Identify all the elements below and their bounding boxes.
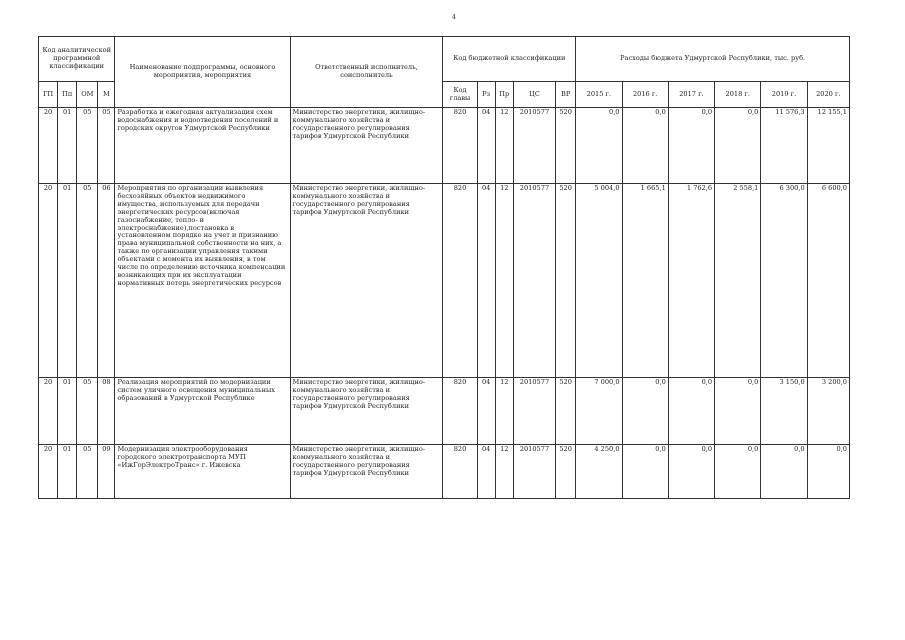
cell-2015: 0,0 (576, 108, 622, 184)
cell-2018: 0,0 (715, 445, 761, 499)
cell-m: 09 (98, 445, 115, 499)
cell-executor: Министерство энергетики, жилищно-коммунального хозяйства и государственного регулирования тарифов Удмуртской Республики (290, 184, 443, 378)
cell-2020: 12 155,1 (807, 108, 849, 184)
cell-name: Разработка и ежегодная актуализация схем водоснабжения и водоотведения поселений и городских округов Удмуртской Республики (115, 108, 290, 184)
page-number: 4 (452, 14, 456, 21)
header-rz: Рз (477, 82, 495, 108)
cell-rz: 04 (477, 184, 495, 378)
cell-kod-glavy: 820 (443, 378, 477, 445)
cell-gp: 20 (39, 108, 58, 184)
cell-om: 05 (77, 378, 98, 445)
cell-2020: 0,0 (807, 445, 849, 499)
cell-name: Мероприятия по организации выявления бесхозяйных объектов недвижимого имущества, используемых для передачи энергетических ресурсов(включая газоснабжение, тепло- и электроснабжение),постановка в установленном порядке на учет и признанию права муниципальной собственности на них, а также по организации управления такими объектами с момента их выявления, в том числе по определению источника компенсации возникающих при их эксплуатации нормативных потерь энергетических ресурсов (115, 184, 290, 378)
cell-pr: 12 (495, 445, 513, 499)
cell-name: Реализация мероприятий по модернизации систем уличного освещения муниципальных образований в Удмуртской Республике (115, 378, 290, 445)
header-budget-code: Код бюджетной классификации (443, 37, 576, 82)
cell-2015: 4 250,0 (576, 445, 622, 499)
cell-2019: 11 576,3 (761, 108, 807, 184)
cell-vr: 520 (556, 184, 576, 378)
cell-kod-glavy: 820 (443, 108, 477, 184)
cell-pp: 01 (58, 108, 77, 184)
cell-gp: 20 (39, 378, 58, 445)
cell-om: 05 (77, 184, 98, 378)
cell-pp: 01 (58, 378, 77, 445)
cell-m: 05 (98, 108, 115, 184)
cell-2017: 0,0 (668, 378, 714, 445)
header-kod-glavy: Код главы (443, 82, 477, 108)
table-row (39, 108, 850, 184)
header-name: Наименование подпрограммы, основного мероприятия, мероприятия (115, 37, 290, 108)
cell-vr: 520 (556, 445, 576, 499)
cell-cs: 2010577 (513, 378, 555, 445)
cell-2016: 1 665,1 (622, 184, 668, 378)
header-cs: ЦС (513, 82, 555, 108)
cell-om: 05 (77, 445, 98, 499)
cell-2017: 0,0 (668, 108, 714, 184)
cell-gp: 20 (39, 184, 58, 378)
cell-vr: 520 (556, 108, 576, 184)
cell-m: 06 (98, 184, 115, 378)
cell-rz: 04 (477, 378, 495, 445)
header-executor: Ответственный исполнитель, соисполнитель (290, 37, 443, 108)
table-row (39, 378, 850, 445)
cell-2015: 5 004,0 (576, 184, 622, 378)
header-year-2017: 2017 г. (668, 82, 714, 108)
header-year-2019: 2019 г. (761, 82, 807, 108)
header-year-2018: 2018 г. (715, 82, 761, 108)
header-om: ОМ (77, 82, 98, 108)
header-year-2020: 2020 г. (807, 82, 849, 108)
header-m: М (98, 82, 115, 108)
cell-rz: 04 (477, 108, 495, 184)
header-year-2015: 2015 г. (576, 82, 622, 108)
cell-kod-glavy: 820 (443, 184, 477, 378)
cell-executor: Министерство энергетики, жилищно-коммунального хозяйства и государственного регулирования тарифов Удмуртской Республики (290, 378, 443, 445)
header-year-2016: 2016 г. (622, 82, 668, 108)
header-code: Код аналитической программной классификации (39, 37, 115, 82)
cell-2016: 0,0 (622, 378, 668, 445)
cell-pr: 12 (495, 378, 513, 445)
cell-2016: 0,0 (622, 445, 668, 499)
cell-cs: 2010577 (513, 445, 555, 499)
header-row-top (39, 37, 850, 82)
cell-om: 05 (77, 108, 98, 184)
cell-2018: 0,0 (715, 108, 761, 184)
cell-2017: 1 762,6 (668, 184, 714, 378)
cell-2019: 3 150,0 (761, 378, 807, 445)
header-vr: ВР (556, 82, 576, 108)
cell-2019: 0,0 (761, 445, 807, 499)
cell-2020: 3 200,0 (807, 378, 849, 445)
cell-pr: 12 (495, 184, 513, 378)
budget-table (38, 36, 850, 499)
cell-name: Модернизация электрооборудования городского электротранспорта МУП «ИжГорЭлектроТранс» г. Ижевска (115, 445, 290, 499)
cell-executor: Министерство энергетики, жилищно-коммунального хозяйства и государственного регулирования тарифов Удмуртской Республики (290, 445, 443, 499)
table-row (39, 184, 850, 378)
cell-pp: 01 (58, 184, 77, 378)
cell-2015: 7 000,0 (576, 378, 622, 445)
cell-kod-glavy: 820 (443, 445, 477, 499)
cell-m: 08 (98, 378, 115, 445)
header-pr: Пр (495, 82, 513, 108)
cell-cs: 2010577 (513, 108, 555, 184)
cell-2020: 6 600,0 (807, 184, 849, 378)
cell-pp: 01 (58, 445, 77, 499)
cell-vr: 520 (556, 378, 576, 445)
cell-2018: 0,0 (715, 378, 761, 445)
cell-executor: Министерство энергетики, жилищно-коммунального хозяйства и государственного регулирования тарифов Удмуртской Республики (290, 108, 443, 184)
cell-pr: 12 (495, 108, 513, 184)
cell-2018: 2 558,1 (715, 184, 761, 378)
table-row (39, 445, 850, 499)
cell-rz: 04 (477, 445, 495, 499)
header-expenses: Расходы бюджета Удмуртской Республики, тыс. руб. (576, 37, 850, 82)
cell-cs: 2010577 (513, 184, 555, 378)
cell-gp: 20 (39, 445, 58, 499)
cell-2016: 0,0 (622, 108, 668, 184)
header-gp: ГП (39, 82, 58, 108)
cell-2017: 0,0 (668, 445, 714, 499)
cell-2019: 6 300,0 (761, 184, 807, 378)
header-pp: Пп (58, 82, 77, 108)
